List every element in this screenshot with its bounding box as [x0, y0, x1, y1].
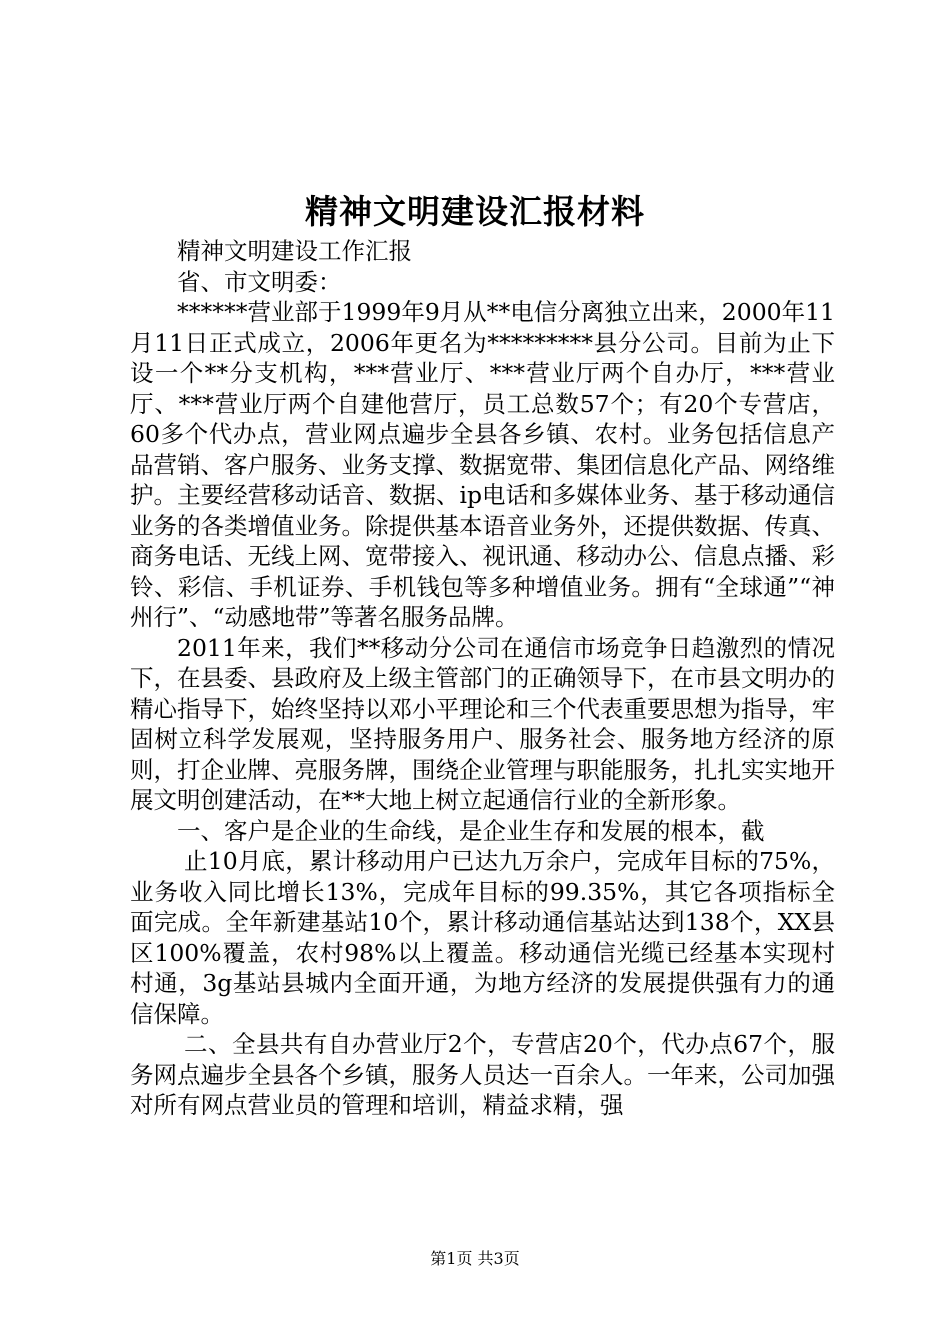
paragraph-2011-overview: 2011年来，我们**移动分公司在通信市场竞争日趋激烈的情况下，在县委、县政府及上级主管部门的正确领导下，在市县文明办的精心指导下，始终坚持以邓小平理论和三个代表重要思想为指导，牢固树立科学发展观，坚持服务用户、服务社会、服务地方经济的原则，打企业牌、亮服务牌，围绕企业管理与职能服务，扎扎实实地开展文明创建活动，在**大地上树立起通信行业的全新形象。 [130, 633, 835, 814]
document-title: 精神文明建设汇报材料 [305, 192, 645, 231]
paragraph-subtitle: 精神文明建设工作汇报 [177, 237, 412, 265]
page-footer: 第1页 共3页 [430, 1249, 520, 1268]
paragraph-section-one-body: 止10月底，累计移动用户已达九万余户，完成年目标的75%，业务收入同比增长13%，完成年目标的99.35%，其它各项指标全面完成。全年新建基站10个，累计移动通信基站达到138个，XX县区100%覆盖，农村98%以上覆盖。移动通信光缆已经基本实现村村通，3g基站县城内全面开通，为地方经济的发展提供强有力的通信保障。 [130, 847, 835, 1028]
paragraph-section-two: 二、全县共有自办营业厅2个，专营店20个，代办点67个，服务网点遍步全县各个乡镇，服务人员达一百余人。一年来，公司加强对所有网点营业员的管理和培训，精益求精，强 [130, 1030, 835, 1119]
document-body [130, 236, 835, 1121]
paragraph-salutation: 省、市文明委： [177, 267, 342, 296]
paragraph-section-one-heading: 一、客户是企业的生命线，是企业生存和发展的根本，截 [177, 816, 765, 845]
paragraph-company-intro: ******营业部于1999年9月从**电信分离独立出来，2000年11月11日正式成立，2006年更名为*********县分公司。目前为止下设一个**分支机构，***营业厅、***营业厅两个自办厅，***营业厅、***营业厅两个自建他营厅，员工总数57个；有20个专营店，60多个代办点，营业网点遍步全县各乡镇、农村。业务包括信息产品营销、客户服务、业务支撑、数据宽带、集团信息化产品、网络维护。主要经营移动话音、数据、ip电话和多媒体业务、基于移动通信业务的各类增值业务。除提供基本语音业务外，还提供数据、传真、商务电话、无线上网、宽带接入、视讯通、移动办公、信息点播、彩铃、彩信、手机证券、手机钱包等多种增值业务。拥有“全球通”“神州行”、“动感地带”等著名服务品牌。 [130, 298, 835, 631]
